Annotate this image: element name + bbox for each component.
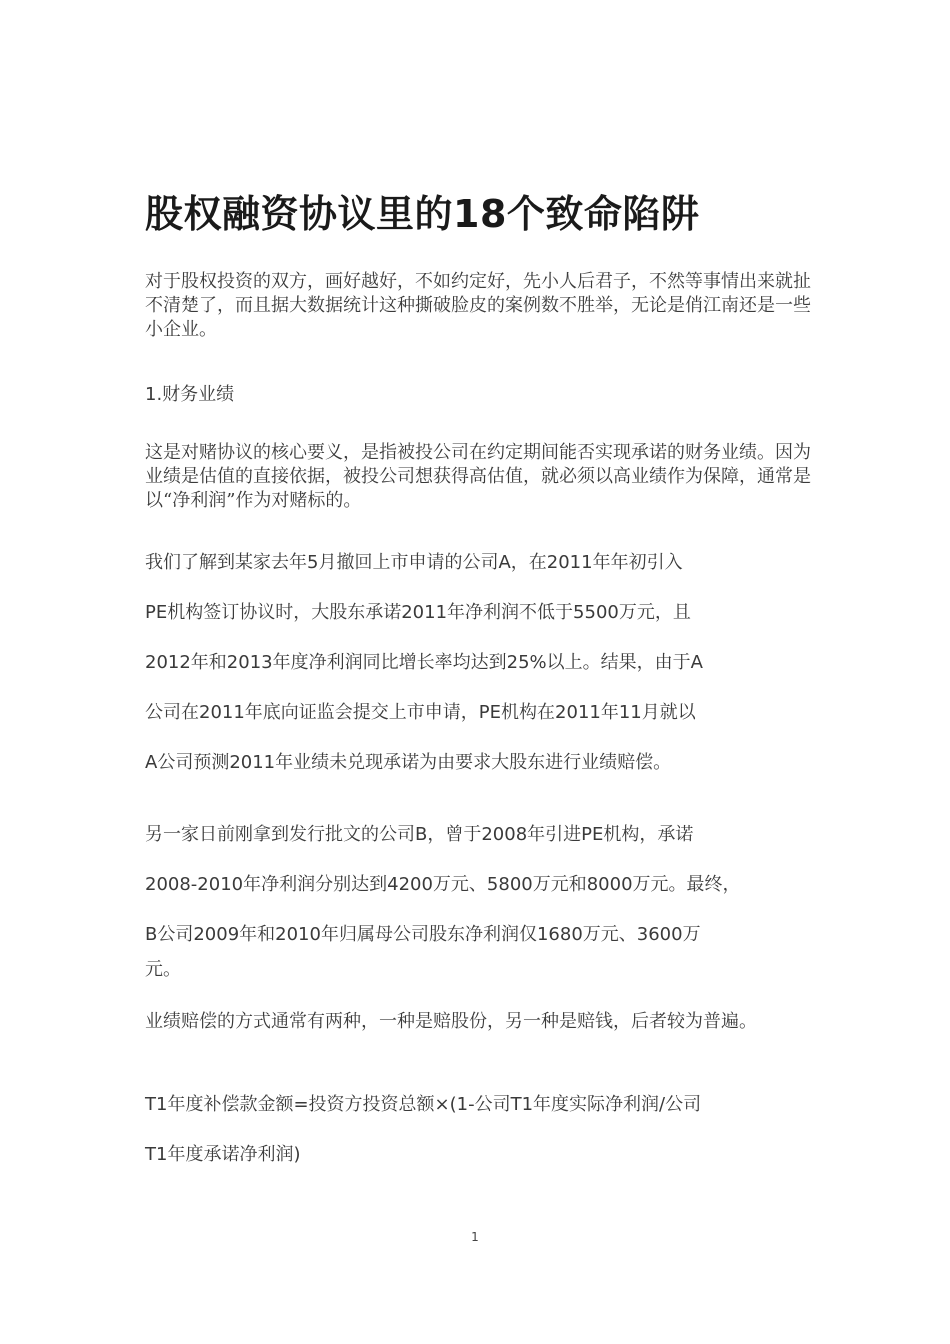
case-b-line: B公司2009年和2010年归属母公司股东净利润仅1680万元、3600万 [145,924,701,945]
case-a-line: 我们了解到某家去年5月撤回上市申请的公司A，在2011年年初引入 [145,552,683,573]
formula-line: T1年度补偿款金额=投资方投资总额×(1-公司T1年度实际净利润/公司 [145,1094,702,1115]
section-paragraph: 这是对赌协议的核心要义，是指被投公司在约定期间能否实现承诺的财务业绩。因为业绩是估值的直接依据，被投公司想获得高估值，就必须以高业绩作为保障，通常是以“净利润”作为对赌标的。 [145,442,811,511]
case-b-line: 元。 [145,959,181,980]
page-title: 股权融资协议里的18个致命陷阱 [145,192,700,236]
case-b-line: 另一家日前刚拿到发行批文的公司B，曾于2008年引进PE机构，承诺 [145,824,694,845]
case-a-line: 公司在2011年底向证监会提交上市申请，PE机构在2011年11月就以 [145,702,696,723]
case-b-line: 2008-2010年净利润分别达到4200万元、5800万元和8000万元。最终， [145,874,741,895]
intro-paragraph: 对于股权投资的双方，画好越好，不如约定好，先小人后君子，不然等事情出来就扯不清楚了，而且据大数据统计这种撕破脸皮的案例数不胜举，无论是俏江南还是一些小企业。 [145,271,811,340]
case-a-line: PE机构签订协议时，大股东承诺2011年净利润不低于5500万元，且 [145,602,691,623]
compensation-paragraph: 业绩赔偿的方式通常有两种，一种是赔股份，另一种是赔钱，后者较为普遍。 [145,1011,757,1032]
section-heading: 1.财务业绩 [145,384,235,405]
case-a-line: 2012年和2013年度净利润同比增长率均达到25%以上。结果，由于A [145,652,703,673]
case-a-line: A公司预测2011年业绩未兑现承诺为由要求大股东进行业绩赔偿。 [145,752,672,773]
formula-line: T1年度承诺净利润) [145,1144,301,1165]
page-number: 1 [471,1230,479,1244]
